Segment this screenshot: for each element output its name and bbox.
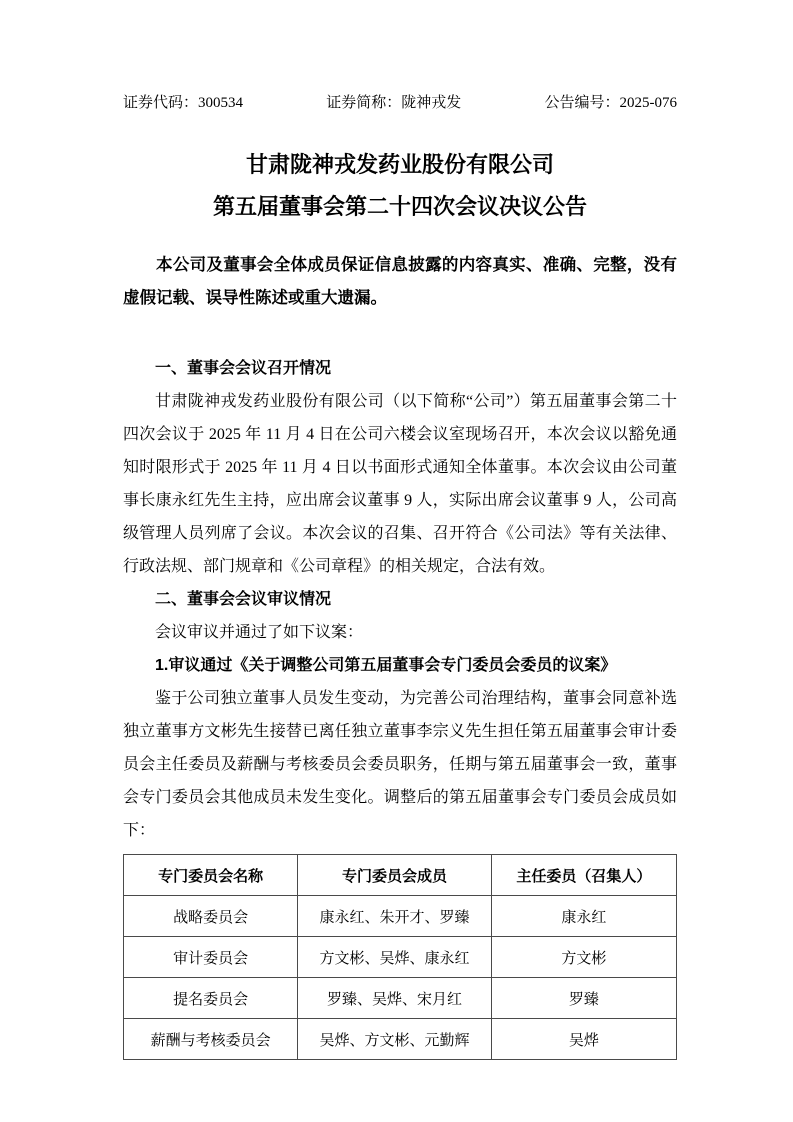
committee-name-cell: 战略委员会 xyxy=(124,896,298,937)
committee-members-cell: 罗臻、吴烨、宋月红 xyxy=(298,978,492,1019)
meta-row xyxy=(123,92,677,114)
committee-table xyxy=(123,854,677,1060)
committee-name-cell: 提名委员会 xyxy=(124,978,298,1019)
table-row xyxy=(124,978,677,1019)
committee-chair-cell: 方文彬 xyxy=(491,937,676,978)
section-2-heading: 二、董事会会议审议情况 xyxy=(155,591,332,608)
committee-chair-cell: 吴烨 xyxy=(491,1019,676,1060)
committee-members-cell: 康永红、朱开才、罗臻 xyxy=(298,896,492,937)
announcement-title: 第五届董事会第二十四次会议决议公告 xyxy=(212,194,587,219)
table-header-row xyxy=(124,855,677,896)
committee-chair-cell: 罗臻 xyxy=(491,978,676,1019)
company-name-title: 甘肃陇神戎发药业股份有限公司 xyxy=(245,152,554,177)
header-committee-chair: 主任委员（召集人） xyxy=(491,855,676,896)
committee-name-cell: 审计委员会 xyxy=(124,937,298,978)
resolution-1-heading: 1.审议通过《关于调整公司第五届董事会专门委员会委员的议案》 xyxy=(155,657,617,674)
committee-chair-cell: 康永红 xyxy=(491,896,676,937)
stock-code: 证券代码：300534 xyxy=(123,95,244,111)
document-title-block xyxy=(123,144,677,228)
document-body xyxy=(123,352,677,847)
section-1-paragraph: 甘肃陇神戎发药业股份有限公司（以下简称“公司”）第五届董事会第二十四次会议于 2025 年 11 月 4 日在公司六楼会议室现场召开，本次会议以豁免通知时限形式于 2025 年 11 月 4 日以书面形式通知全体董事。本次会议由公司董事长康永红先生主持，应出席会议董事 9 人，实际出席会议董事 9 人，公司高级管理人员列席了会议。本次会议的召集、召开符合《公司法》等有关法律、行政法规、部门规章和《公司章程》的相关规定，合法有效。 xyxy=(123,393,677,575)
header-committee-members: 专门委员会成员 xyxy=(298,855,492,896)
disclaimer-paragraph: 本公司及董事会全体成员保证信息披露的内容真实、准确、完整，没有虚假记载、误导性陈述或重大遗漏。 xyxy=(123,255,677,307)
table-row xyxy=(124,896,677,937)
section-2-intro: 会议审议并通过了如下议案： xyxy=(155,624,364,641)
header-committee-name: 专门委员会名称 xyxy=(124,855,298,896)
table-row xyxy=(124,1019,677,1060)
stock-short-name: 证券简称：陇神戎发 xyxy=(326,95,462,111)
committee-members-cell: 吴烨、方文彬、元勤辉 xyxy=(298,1019,492,1060)
section-1-heading: 一、董事会会议召开情况 xyxy=(155,360,332,377)
table-row xyxy=(124,937,677,978)
committee-members-cell: 方文彬、吴烨、康永红 xyxy=(298,937,492,978)
announcement-number: 公告编号：2025-076 xyxy=(544,95,677,111)
committee-name-cell: 薪酬与考核委员会 xyxy=(124,1019,298,1060)
resolution-1-paragraph: 鉴于公司独立董事人员发生变动，为完善公司治理结构，董事会同意补选独立董事方文彬先生接替已离任独立董事李宗义先生担任第五届董事会审计委员会主任委员及薪酬与考核委员会委员职务，任期与第五届董事会一致，董事会专门委员会其他成员未发生变化。调整后的第五届董事会专门委员会成员如下： xyxy=(123,690,677,839)
